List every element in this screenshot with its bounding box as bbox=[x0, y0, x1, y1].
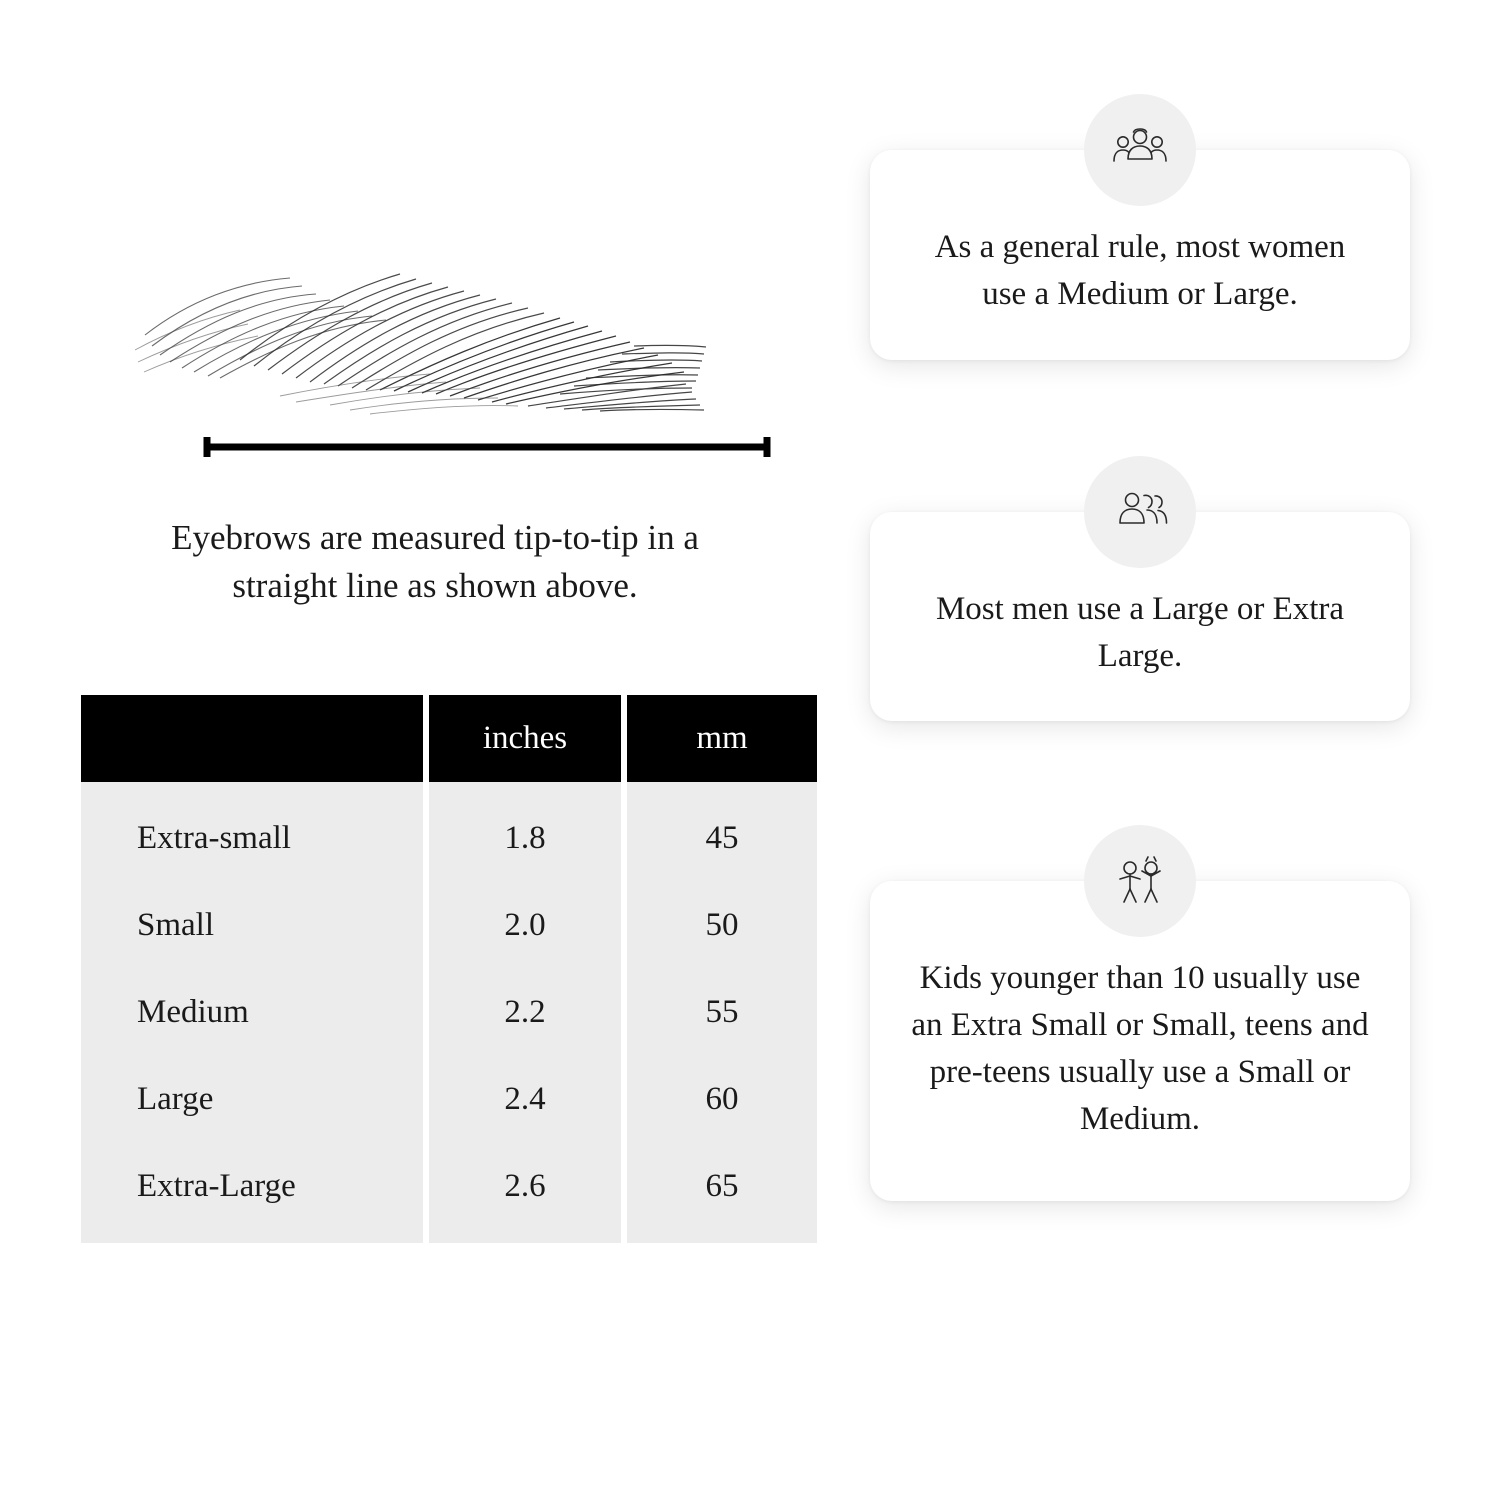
row-size-label: Small bbox=[81, 882, 423, 969]
table-row bbox=[81, 1143, 817, 1243]
table-row bbox=[81, 882, 817, 969]
info-card-men bbox=[870, 512, 1410, 722]
row-size-label: Extra-small bbox=[81, 782, 423, 882]
row-size-label: Extra-Large bbox=[81, 1143, 423, 1243]
row-size-label: Medium bbox=[81, 969, 423, 1056]
size-chart-table bbox=[75, 695, 823, 1243]
table-header-size bbox=[81, 695, 423, 782]
info-card-women bbox=[870, 150, 1410, 360]
row-mm-value: 45 bbox=[627, 782, 817, 882]
row-mm-value: 65 bbox=[627, 1143, 817, 1243]
row-size-label: Large bbox=[81, 1056, 423, 1143]
table-header-mm: mm bbox=[627, 695, 817, 782]
info-card-kids bbox=[870, 881, 1410, 1200]
table-header-row bbox=[81, 695, 817, 782]
measurement-bar bbox=[202, 435, 772, 459]
table-row bbox=[81, 1056, 817, 1143]
women-group-icon bbox=[1084, 94, 1196, 206]
measurement-caption: Eyebrows are measured tip-to-tip in a straight line as shown above. bbox=[171, 518, 699, 606]
table-header-inches: inches bbox=[429, 695, 621, 782]
table-row bbox=[81, 782, 817, 882]
row-inches-value: 1.8 bbox=[429, 782, 621, 882]
guidance-cards bbox=[870, 150, 1430, 1201]
info-card-text: Kids younger than 10 usually use an Extra Small or Small, teens and pre-teens usually use a Small or Medium. bbox=[911, 960, 1369, 1138]
info-card-text: As a general rule, most women use a Medium or Large. bbox=[934, 229, 1346, 312]
row-mm-value: 55 bbox=[627, 969, 817, 1056]
info-card-text: Most men use a Large or Extra Large. bbox=[935, 590, 1345, 674]
eyebrow-illustration bbox=[130, 150, 790, 450]
row-inches-value: 2.6 bbox=[429, 1143, 621, 1243]
row-inches-value: 2.2 bbox=[429, 969, 621, 1056]
table-row bbox=[81, 969, 817, 1056]
eyebrow-figure bbox=[130, 150, 790, 480]
kids-icon bbox=[1084, 825, 1196, 937]
row-mm-value: 60 bbox=[627, 1056, 817, 1143]
men-group-icon bbox=[1084, 456, 1196, 568]
row-inches-value: 2.4 bbox=[429, 1056, 621, 1143]
row-inches-value: 2.0 bbox=[429, 882, 621, 969]
row-mm-value: 50 bbox=[627, 882, 817, 969]
measurement-section bbox=[75, 150, 795, 1243]
